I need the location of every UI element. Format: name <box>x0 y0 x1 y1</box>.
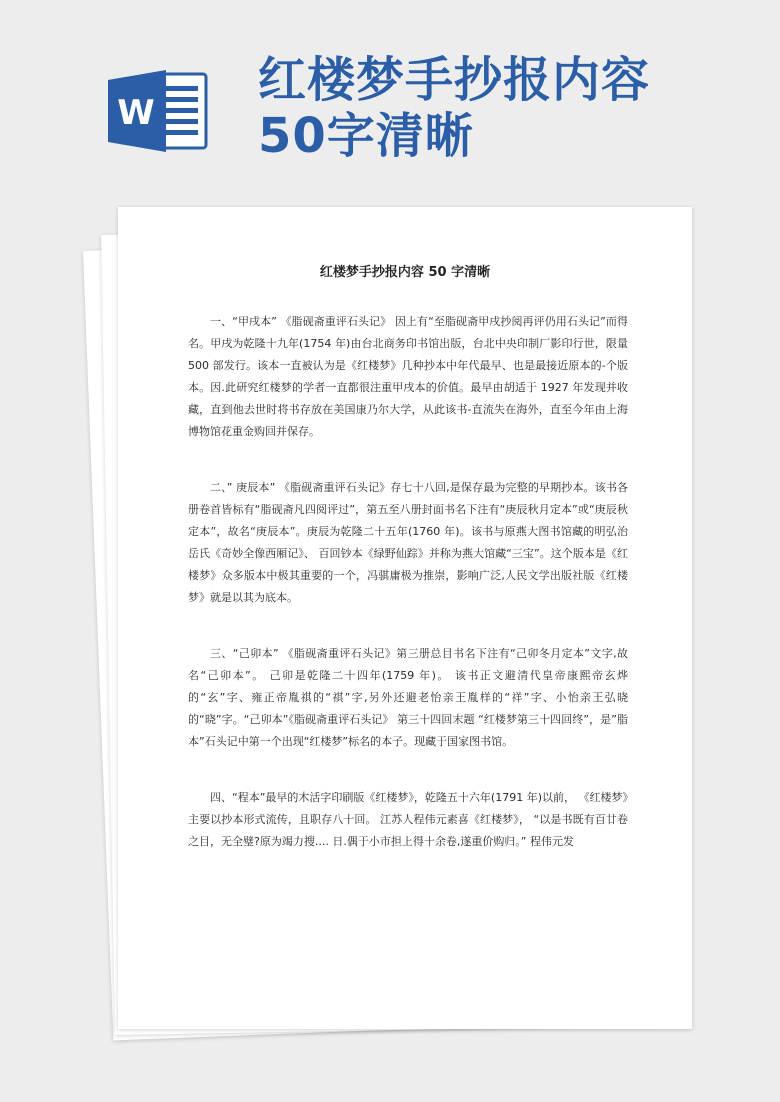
document-title: 红楼梦手抄报内容 50 字清晰 <box>319 265 491 280</box>
banner-title-line-1: 红楼梦手抄报内容 <box>258 52 651 108</box>
word-document-icon <box>108 70 208 152</box>
document-body <box>188 311 628 887</box>
banner-title-line-2: 50字清晰 <box>258 108 474 164</box>
paragraph-4: 四、“程本”最早的木活字印刷版《红楼梦》，乾隆五十六年(1791 年)以前， 《红楼梦》主要以抄本形式流传，且职存八十回。 江苏人程伟元素喜《红楼梦》， “以是书既有百廿卷之目，无全璧?原为竭力搜.... 日.偶于小市担上得十余卷,遂重价购归。” 程伟元发 <box>188 791 628 848</box>
word-icon-letter: W <box>117 93 155 133</box>
paragraph-3: 三、“己卯本” 《脂砚斋重评石头记》第三册总目书名下注有“己卯冬月定本”文字,故名“己卯本”。 己卯是乾隆二十四年(1759 年)。 该书正文避清代皇帝康熙帝玄烨的“玄”字、雍正帝胤祺的“祺”字,另外还避老怡亲王胤样的“祥”字、小怡亲王弘晓的“晓”字。“己卯本”《脂砚斋重评石头记》 第三十四回末题 “红楼梦第三十四回终”，是”脂本”石头记中第一个出现“红楼梦”标名的本子。现藏于国家图书馆。 <box>188 647 628 748</box>
paragraph-2: 二、” 庚辰本” 《脂砚斋重评石头记》存七十八回,是保存最为完整的早期抄本。该书各册卷首皆标有“脂砚斋凡四阅评过”，第五至八册封面书名下注有“庚辰秋月定本”或“庚辰秋定本”，故名“庚辰本”。庚辰为乾隆二十五年(1760 年)。该书与原燕大图书馆藏的明弘治岳氏《奇妙全像西厢记》、 百回钞本《绿野仙踪》并称为燕大馆藏“三宝”。这个版本是《红楼梦》众多版本中极其重要的一个，冯骐庸极为推崇，影响广泛,人民文学出版社版《红楼梦》就是以其为底本。 <box>188 481 628 604</box>
paragraph-1: 一、“甲戌本” 《脂砚斋重评石头记》 因上有“至脂砚斋甲戌抄阅再评仍用石头记”而得名。甲戌为乾隆十九年(1754 年)由台北商务印书馆出版，台北中央印制厂影印行世，限量 500 部发行。该本一直被认为是《红楼梦》几种抄本中年代最早、也是最接近原本的-个版本。因.此研究红楼梦的学者一直都很注重甲戌本的价值。最早由胡适于 1927 年发现并收藏，直到他去世时将书存放在美国康乃尔大学，从此该书-直流失在海外，直至今年由上海博物馆花重金购回并保存。 <box>188 315 628 438</box>
banner-title <box>258 52 758 164</box>
document-page <box>118 207 692 1029</box>
